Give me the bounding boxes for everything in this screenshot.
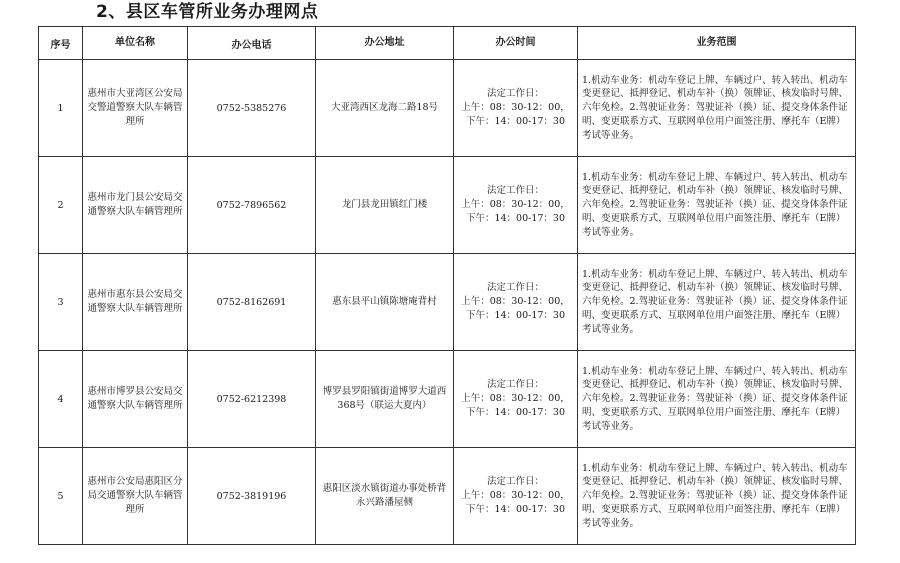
hours-label: 法定工作日： [486,88,544,99]
table-row [39,351,856,448]
hours-afternoon: 下午：14：00-17：30 [465,116,566,127]
row-address: 惠阳区淡水镇街道办事处桥背永兴路潘屋侧 [316,448,454,545]
table-row [39,60,856,157]
row-address: 博罗县罗阳镇街道博罗大道西368号（联运大夏内） [316,351,454,448]
row-hours [454,254,578,351]
table-row [39,448,856,545]
header-seq: 序号 [39,27,83,60]
row-unit: 惠州市博罗县公安局交通警察大队车辆管理所 [83,351,188,448]
row-scope: 1.机动车业务：机动车登记上牌、车辆过户、转入转出、机动车变更登记、抵押登记、机动车补（换）领牌证、核发临时号牌、六年免检。2.驾驶证业务：驾驶证补（换）证、提交身体条件证明、变更联系方式、互联网单位用户面签注册、摩托车（E牌）考试等业务。 [578,157,856,254]
row-hours [454,60,578,157]
row-seq: 2 [39,157,83,254]
row-seq: 1 [39,60,83,157]
row-seq: 4 [39,351,83,448]
header-unit: 单位名称 [83,27,188,60]
row-hours [454,157,578,254]
row-phone: 0752-3819196 [188,448,316,545]
page-title: 2、县区车管所业务办理网点 [96,2,319,22]
row-hours [454,351,578,448]
row-seq: 3 [39,254,83,351]
row-unit: 惠州市公安局惠阳区分局交通警察大队车辆管理所 [83,448,188,545]
row-scope: 1.机动车业务：机动车登记上牌、车辆过户、转入转出、机动车变更登记、抵押登记、机动车补（换）领牌证、核发临时号牌、六年免检。2.驾驶证业务：驾驶证补（换）证、提交身体条件证明、变更联系方式、互联网单位用户面签注册、摩托车（E牌）考试等业务。 [578,448,856,545]
table-row [39,157,856,254]
hours-label: 法定工作日： [486,185,544,196]
row-phone: 0752-5385276 [188,60,316,157]
hours-morning: 上午：08：30-12：00， [461,199,570,210]
hours-label: 法定工作日： [486,282,544,293]
hours-morning: 上午：08：30-12：00， [461,393,570,404]
row-hours [454,448,578,545]
row-phone: 0752-7896562 [188,157,316,254]
hours-morning: 上午：08：30-12：00， [461,102,570,113]
hours-afternoon: 下午：14：00-17：30 [465,407,566,418]
header-scope: 业务范围 [578,27,856,60]
table-header-row [39,27,856,60]
row-unit: 惠州市惠东县公安局交通警察大队车辆管理所 [83,254,188,351]
hours-afternoon: 下午：14：00-17：30 [465,504,566,515]
hours-afternoon: 下午：14：00-17：30 [465,310,566,321]
header-phone: 办公电话 [188,27,316,60]
row-address: 大亚湾西区龙海二路18号 [316,60,454,157]
row-address: 惠东县平山镇陈塘庵背村 [316,254,454,351]
row-seq: 5 [39,448,83,545]
row-unit: 惠州市大亚湾区公安局交警道警察大队车辆管理所 [83,60,188,157]
hours-morning: 上午：08：30-12：00， [461,490,570,501]
header-address: 办公地址 [316,27,454,60]
hours-label: 法定工作日： [486,379,544,390]
row-phone: 0752-8162691 [188,254,316,351]
row-phone: 0752-6212398 [188,351,316,448]
row-scope: 1.机动车业务：机动车登记上牌、车辆过户、转入转出、机动车变更登记、抵押登记、机动车补（换）领牌证、核发临时号牌、六年免检。2.驾驶证业务：驾驶证补（换）证、提交身体条件证明、变更联系方式、互联网单位用户面签注册、摩托车（E牌）考试等业务。 [578,351,856,448]
vehicle-office-table [38,26,856,545]
row-scope: 1.机动车业务：机动车登记上牌、车辆过户、转入转出、机动车变更登记、抵押登记、机动车补（换）领牌证、核发临时号牌、六年免检。2.驾驶证业务：驾驶证补（换）证、提交身体条件证明、变更联系方式、互联网单位用户面签注册、摩托车（E牌）考试等业务。 [578,60,856,157]
row-address: 龙门县龙田镇红门楼 [316,157,454,254]
table-row [39,254,856,351]
row-unit: 惠州市龙门县公安局交通警察大队车辆管理所 [83,157,188,254]
hours-afternoon: 下午：14：00-17：30 [465,213,566,224]
row-scope: 1.机动车业务：机动车登记上牌、车辆过户、转入转出、机动车变更登记、抵押登记、机动车补（换）领牌证、核发临时号牌、六年免检。2.驾驶证业务：驾驶证补（换）证、提交身体条件证明、变更联系方式、互联网单位用户面签注册、摩托车（E牌）考试等业务。 [578,254,856,351]
hours-label: 法定工作日： [486,476,544,487]
header-hours: 办公时间 [454,27,578,60]
hours-morning: 上午：08：30-12：00， [461,296,570,307]
